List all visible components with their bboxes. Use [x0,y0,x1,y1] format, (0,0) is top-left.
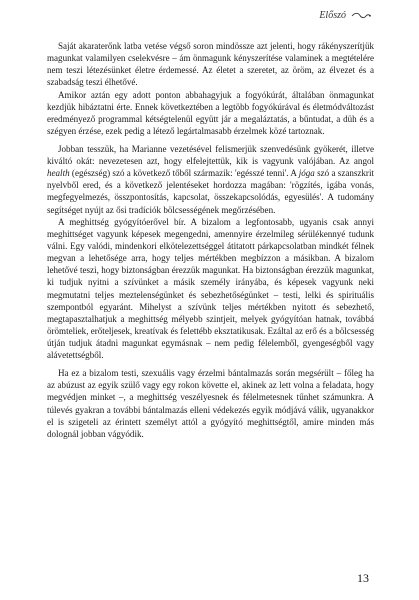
paragraph: Amikor aztán egy adott ponton abbahagyjuk a fogyókúrát, általában önmagunkat kezdjük hibáztatni érte. Ennek következtében a legtöbb fogyókúrával és életmódváltozást eredményező programmal kétségtelenül együtt jár a megaláztatás, a bűntudat, a düh és a szégyen érzése, ezek pedig a létező legártalmasabb érzelmek közé tartoznak. [47,89,374,137]
running-head [319,10,371,21]
running-title: Előszó [319,10,346,21]
page-number: 13 [357,571,369,585]
paragraph: Ha ez a bizalom testi, szexuális vagy érzelmi bántalmazás során megsérült – főleg ha az abúzust az egyik szülő vagy egy rokon követte el, akinek az lett volna a feladata, hogy megvédjen minket –, a meghittség veszélyesnek és félelmetesnek tűnhet számunkra. A túlevés gyakran a további bántalmazás elleni védekezés egyik módjává válik, ugyanakkor el is szigeteli az érintett személyt attól a gyógyító meghittségtől, amire minden más dolognál jobban vágyódik. [47,368,374,439]
paragraph: Jobban tesszük, ha Marianne vezetésével felismerjük szenvedésünk gyökerét, illetve kiváltó okát: nevezetesen azt, hogy elfelejtettük, kik is vagyunk valójában. Az angol health (egészség) szó a következő tőből származik: 'egésszé tenni'. A jóga szó a szanszkrit nyelvből ered, és a következő jelentéseket hordozza magában: 'rögzítés, igába vonás, megfegyelmezés, összpontosítás, kapcsolat, összekapcsolódás, egyesülés'. A tudomány segítséget nyújt az ősi tradíciók bölcsességének megőrzésében. [47,143,374,215]
body-text [47,40,374,440]
paragraph: A meghittség gyógyítóerővel bír. A bizalom a legfontosabb, ugyanis csak annyi meghittséget vagyunk képesek megengedni, amennyire érzelmileg sérülékennyé tudunk válni. Egy valódi, mindenkori elkötelezettséggel átitatott párkapcsolatban mindkét félnek megvan a lehetősége arra, hogy teljes mértékben megbízzon a másikban. A bizalom lehetővé teszi, hogy biztonságban érezzük magunkat. Ha biztonságban érezzük magunkat, ki tudjuk nyitni a szívünket a másik személy irányába, és képesek vagyunk neki megmutatni teljes meztelenségünket és sebezhetőségünket – testi, lelki és spirituális szempontból egyaránt. Mihelyst a szívünk teljes mértékben nyitott és sebezhető, megtapasztalhatjuk a meghittség mélyebb szintjeit, melyek gyógyítóan hatnak, továbbá örömteliek, erőteljesek, kreatívak és felettébb eksztatikusak. Ezáltal az erő és a bölcsesség útján tudjuk átadni magunkat egymásnak – nem pedig félelemből, gyengeségből vagy alávetettségből. [47,216,374,361]
paragraph: Saját akaraterőnk latba vetése végső soron mindössze azt jelenti, hogy rákényszerítjük magunkat valamilyen cselekvésre – ám önmagunk kényszerítése valaminek a megtételére nem teszi létezésünket életre érdemessé. Az életet a szeretet, az öröm, az élvezet és a szabadság teszi élhetővé. [47,41,374,88]
flourish-icon [351,12,371,20]
